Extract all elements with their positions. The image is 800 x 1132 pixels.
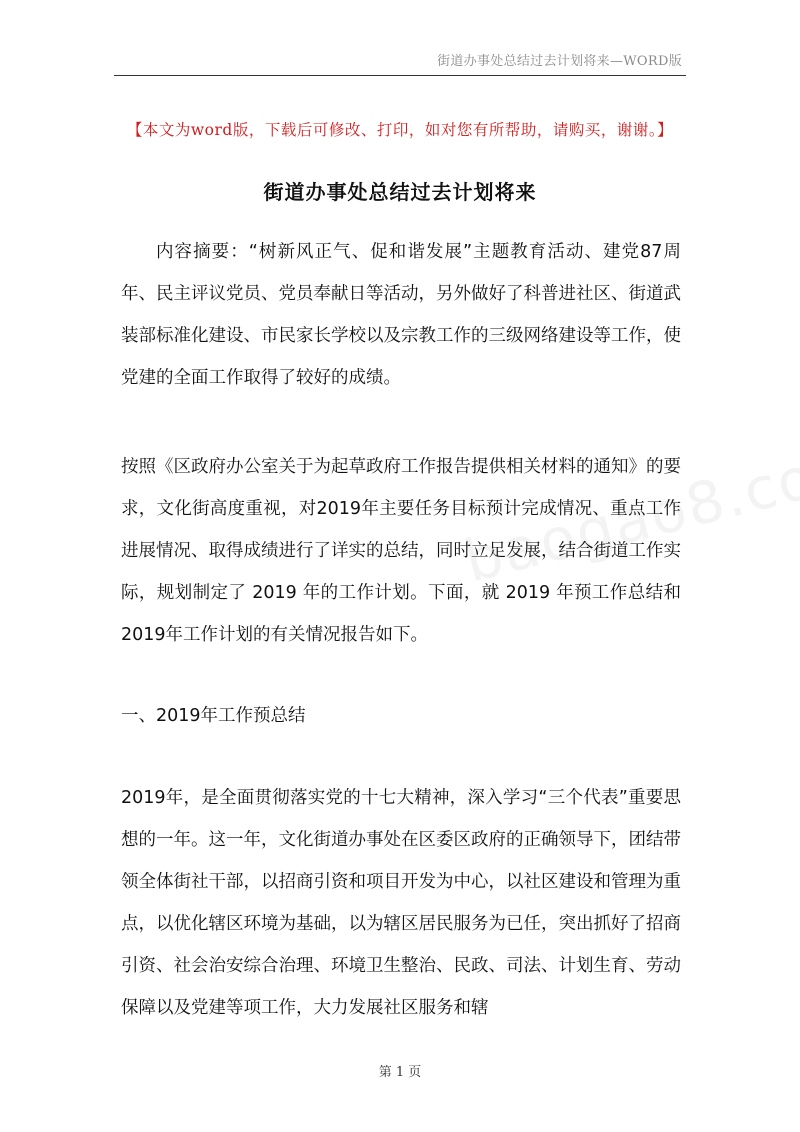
body-paragraph: 2019年，是全面贯彻落实党的十七大精神，深入学习“三个代表”重要思想的一年。这一年，文化街道办事处在区委区政府的正确领导下，团结带领全体街社干部，以招商引资和项目开发为中心，以社区建设和管理为重点，以优化辖区环境为基础，以为辖区居民服务为已任，突出抓好了招商引资、社会治安综合治理、环境卫生整治、民政、司法、计划生育、劳动保障以及党建等项工作，大力发展社区服务和辖 xyxy=(121,788,681,1018)
document-title: 街道办事处总结过去计划将来 xyxy=(263,180,537,204)
download-notice: 【本文为word版，下载后可修改、打印，如对您有所帮助，请购买，谢谢。】 xyxy=(126,121,674,139)
section-heading-text: 一、2019年工作预总结 xyxy=(121,706,306,726)
abstract-section xyxy=(121,231,681,399)
header-divider xyxy=(114,75,686,76)
running-header: 街道办事处总结过去计划将来—WORD版 xyxy=(437,54,682,69)
section-heading xyxy=(121,695,681,737)
intro-paragraph: 按照《区政府办公室关于为起草政府工作报告提供相关材料的通知》的要求，文化街高度重视，对2019年主要任务目标预计完成情况、重点工作进展情况、取得成绩进行了详实的总结，同时立足发展，结合街道工作实际，规划制定了 2019 年的工作计划。下面，就 2019 年预工作总结和2019年工作计划的有关情况报告如下。 xyxy=(121,457,681,645)
body-section xyxy=(121,777,681,1029)
abstract-paragraph: 内容摘要：“树新风正气、促和谐发展”主题教育活动、建党87周年、民主评议党员、党员奉献日等活动，另外做好了科普进社区、街道武装部标准化建设、市民家长学校以及宗教工作的三级网络建设等工作，使党建的全面工作取得了较好的成绩。 xyxy=(121,242,681,388)
page-number: 第 1 页 xyxy=(378,1065,422,1080)
intro-section xyxy=(121,446,681,656)
